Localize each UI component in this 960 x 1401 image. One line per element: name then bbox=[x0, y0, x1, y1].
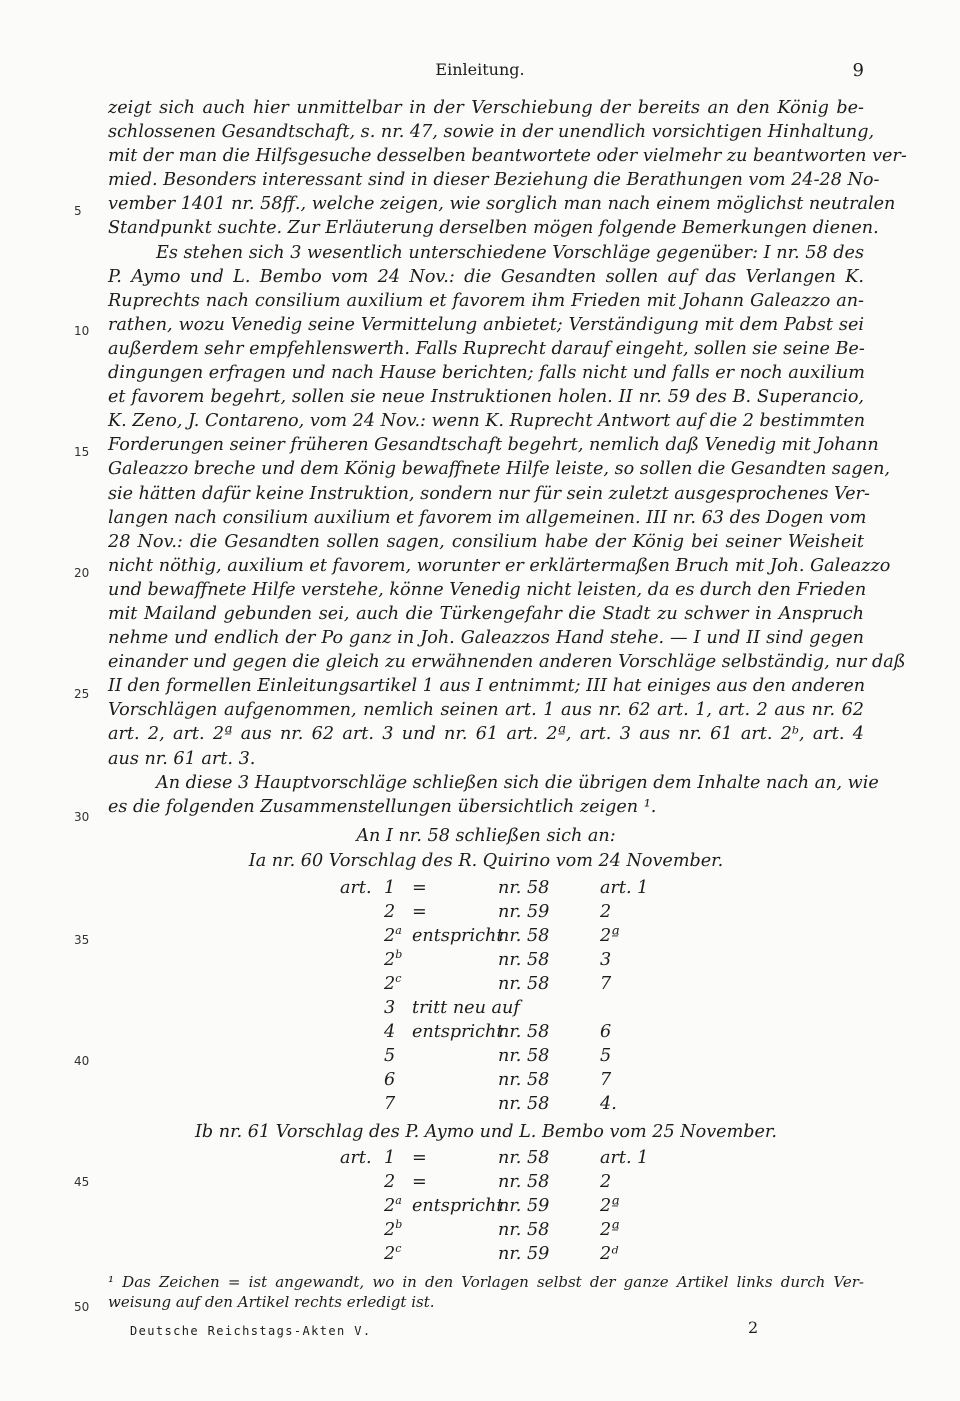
text-line: K. Zeno, J. Contareno, vom 24 Nov.: wenn K. Ruprecht Antwort auf die 2 bestimmten bbox=[108, 411, 866, 432]
relation: = bbox=[412, 1172, 427, 1192]
art-digit: 6 bbox=[384, 1070, 396, 1090]
line-number: 10 bbox=[74, 324, 90, 338]
text-line: aus nr. 61 art. 3. bbox=[108, 748, 256, 769]
article-ref: 7 bbox=[600, 1070, 612, 1090]
line-number: 20 bbox=[74, 566, 90, 580]
body-text bbox=[108, 96, 907, 819]
table-intro: An I nr. 58 schließen sich an: bbox=[356, 826, 616, 846]
art-label: art. bbox=[340, 1148, 372, 1168]
art-digit: 2 bbox=[384, 974, 396, 994]
nr-ref: nr. 58 bbox=[498, 1046, 550, 1066]
text-line: zeigt sich auch hier unmittelbar in der Verschiebung der bereits an den König be- bbox=[108, 98, 864, 118]
article-ref: 2 bbox=[600, 1172, 612, 1192]
text-line: langen nach consilium auxilium et favorem im allgemeinen. III nr. 63 des Dogen vom bbox=[108, 507, 867, 528]
article-ref: 2ª bbox=[600, 1196, 620, 1216]
footnote-line: ¹ Das Zeichen = ist angewandt, wo in den Vorlagen selbst der ganze Artikel links durch Ver- bbox=[108, 1273, 864, 1291]
text-line: außerdem sehr empfehlenswerth. Falls Ruprecht darauf eingeht, sollen sie seine Be- bbox=[108, 338, 865, 359]
article-ref: art. 1 bbox=[600, 1148, 649, 1168]
art-sup: a bbox=[395, 1194, 402, 1208]
line-number: 5 bbox=[74, 204, 82, 218]
text-line: Vorschlägen aufgenommen, nemlich seinen art. 1 aus nr. 62 art. 1, art. 2 aus nr. 62 bbox=[108, 700, 864, 721]
group-a-table bbox=[0, 876, 960, 1126]
art-number bbox=[384, 972, 424, 996]
nr-ref: nr. 59 bbox=[498, 902, 550, 922]
text-line: An diese 3 Hauptvorschläge schließen sich die übrigen dem Inhalte nach an, wie bbox=[156, 772, 879, 793]
art-number bbox=[384, 1218, 424, 1242]
article-ref: art. 1 bbox=[600, 878, 649, 898]
page-number: 9 bbox=[852, 60, 864, 81]
nr-ref: nr. 59 bbox=[498, 1244, 550, 1264]
article-ref: 2ª bbox=[600, 926, 620, 946]
art-digit: 2 bbox=[384, 1244, 396, 1264]
art-digit: 2 bbox=[384, 1220, 396, 1240]
art-number bbox=[384, 1044, 424, 1068]
art-number bbox=[384, 1068, 424, 1092]
article-ref: 3 bbox=[600, 950, 612, 970]
art-sup: a bbox=[395, 924, 402, 938]
relation: tritt neu auf bbox=[412, 998, 520, 1018]
text-line: einander und gegen die gleich zu erwähnenden anderen Vorschläge selbständig, nur daß bbox=[108, 652, 906, 673]
sheet-number: 2 bbox=[748, 1318, 759, 1337]
text-line: mit der man die Hilfsgesuche desselben beantwortete oder vielmehr zu beantworten ver- bbox=[108, 146, 907, 167]
article-ref: 6 bbox=[600, 1022, 612, 1042]
art-digit: 2 bbox=[384, 926, 396, 946]
art-number bbox=[384, 1242, 424, 1266]
nr-ref: nr. 58 bbox=[498, 950, 550, 970]
text-line: Standpunkt suchte. Zur Erläuterung derselben mögen folgende Bemerkungen dienen. bbox=[108, 218, 879, 239]
text-line: Forderungen seiner früheren Gesandtschaft begehrt, nemlich daß Venedig mit Johann bbox=[108, 435, 879, 456]
nr-ref: nr. 58 bbox=[498, 926, 550, 946]
article-ref: 2ᵈ bbox=[600, 1244, 619, 1264]
running-title: Einleitung. bbox=[435, 60, 525, 79]
nr-ref: nr. 58 bbox=[498, 1094, 550, 1114]
article-ref: 4. bbox=[600, 1094, 617, 1114]
art-digit: 4 bbox=[384, 1022, 396, 1042]
art-digit: 3 bbox=[384, 998, 396, 1018]
text-line: P. Aymo und L. Bembo vom 24 Nov.: die Gesandten sollen auf das Verlangen K. bbox=[108, 266, 864, 287]
line-number: 30 bbox=[74, 810, 90, 824]
text-line: 28 Nov.: die Gesandten sollen sagen, consilium habe der König bei seiner Weisheit bbox=[108, 531, 864, 552]
nr-ref: nr. 58 bbox=[498, 1148, 550, 1168]
running-head bbox=[0, 60, 960, 88]
line-number: 35 bbox=[74, 933, 90, 947]
art-digit: 1 bbox=[384, 1148, 396, 1168]
text-line: Es stehen sich 3 wesentlich unterschiedene Vorschläge gegenüber: I nr. 58 des bbox=[156, 242, 864, 263]
nr-ref: nr. 58 bbox=[498, 1220, 550, 1240]
art-sup: c bbox=[395, 972, 402, 986]
article-ref: 5 bbox=[600, 1046, 612, 1066]
art-digit: 2 bbox=[384, 902, 396, 922]
art-digit: 1 bbox=[384, 878, 396, 898]
line-number: 45 bbox=[74, 1175, 90, 1189]
nr-ref: nr. 58 bbox=[498, 878, 550, 898]
line-number: 40 bbox=[74, 1054, 90, 1068]
group-b-table bbox=[0, 1146, 960, 1270]
article-ref: 2ª bbox=[600, 1220, 620, 1240]
group-a-heading: Ia nr. 60 Vorschlag des R. Quirino vom 24 November. bbox=[248, 851, 724, 871]
text-line: und bewaffnete Hilfe verstehe, könne Venedig nicht leisten, da es durch den Frieden bbox=[108, 579, 867, 600]
article-ref: 2 bbox=[600, 902, 612, 922]
text-line: nehme und endlich der Po ganz in Joh. Galeazzos Hand stehe. — I und II sind gegen bbox=[108, 628, 864, 649]
line-number: 50 bbox=[74, 1300, 90, 1314]
art-number bbox=[384, 948, 424, 972]
art-sup: c bbox=[395, 1242, 402, 1256]
art-sup: b bbox=[395, 1218, 403, 1232]
text-line: et favorem begehrt, sollen sie neue Instruktionen holen. II nr. 59 des B. Superancio, bbox=[108, 387, 864, 408]
art-digit: 5 bbox=[384, 1046, 396, 1066]
text-line: schlossenen Gesandtschaft, s. nr. 47, sowie in der unendlich vorsichtigen Hinhaltung, bbox=[108, 122, 875, 143]
text-line: II den formellen Einleitungsartikel 1 aus I entnimmt; III hat einiges aus den anderen bbox=[108, 676, 866, 697]
text-line: Ruprechts nach consilium auxilium et favorem ihm Frieden mit Johann Galeazzo an- bbox=[108, 290, 864, 311]
nr-ref: nr. 58 bbox=[498, 1022, 550, 1042]
line-number: 25 bbox=[74, 687, 90, 701]
nr-ref: nr. 58 bbox=[498, 1172, 550, 1192]
art-digit: 7 bbox=[384, 1094, 396, 1114]
article-ref: 7 bbox=[600, 974, 612, 994]
relation: = bbox=[412, 902, 427, 922]
text-line: rathen, wozu Venedig seine Vermittelung anbietet; Verständigung mit dem Pabst sei bbox=[108, 314, 864, 335]
art-digit: 2 bbox=[384, 1196, 396, 1216]
nr-ref: nr. 58 bbox=[498, 974, 550, 994]
relation: = bbox=[412, 1148, 427, 1168]
text-line: nicht nöthig, auxilium et favorem, worunter er erklärtermaßen Bruch mit Joh. Galeazzo bbox=[108, 555, 891, 576]
art-label: art. bbox=[340, 878, 372, 898]
art-sup: b bbox=[395, 948, 403, 962]
text-line: vember 1401 nr. 58ff., welche zeigen, wie sorglich man nach einem möglichst neutralen bbox=[108, 194, 896, 215]
text-line: mied. Besonders interessant sind in dieser Beziehung die Berathungen vom 24-28 No- bbox=[108, 170, 880, 191]
text-line: mit Mailand gebunden sei, auch die Türkengefahr die Stadt zu schwer in Anspruch bbox=[108, 603, 864, 624]
footnote bbox=[108, 1272, 864, 1312]
group-b-heading: Ib nr. 61 Vorschlag des P. Aymo und L. Bembo vom 25 November. bbox=[194, 1122, 778, 1142]
art-digit: 2 bbox=[384, 950, 396, 970]
nr-ref: nr. 59 bbox=[498, 1196, 550, 1216]
footnote-line: weisung auf den Artikel rechts erledigt ist. bbox=[108, 1293, 435, 1311]
line-number: 15 bbox=[74, 445, 90, 459]
relation: entspricht bbox=[412, 926, 504, 946]
text-line: dingungen erfragen und nach Hause berichten; falls nicht und falls er noch auxilium bbox=[108, 363, 865, 384]
relation: entspricht bbox=[412, 1196, 504, 1216]
art-digit: 2 bbox=[384, 1172, 396, 1192]
art-number bbox=[384, 1092, 424, 1116]
text-line: art. 2, art. 2ª aus nr. 62 art. 3 und nr. 61 art. 2ª, art. 3 aus nr. 61 art. 2ᵇ, art. 4 bbox=[108, 724, 864, 745]
text-line: Galeazzo breche und dem König bewaffnete Hilfe leiste, so sollen die Gesandten sagen, bbox=[108, 459, 891, 480]
relation: entspricht bbox=[412, 1022, 504, 1042]
nr-ref: nr. 58 bbox=[498, 1070, 550, 1090]
sheet-signature: Deutsche Reichstags-Akten V. bbox=[130, 1324, 372, 1338]
relation: = bbox=[412, 878, 427, 898]
text-line: es die folgenden Zusammenstellungen übersichtlich zeigen ¹. bbox=[108, 796, 657, 817]
text-line: sie hätten dafür keine Instruktion, sondern nur für sein zuletzt ausgesprochenes Ver- bbox=[108, 483, 870, 504]
